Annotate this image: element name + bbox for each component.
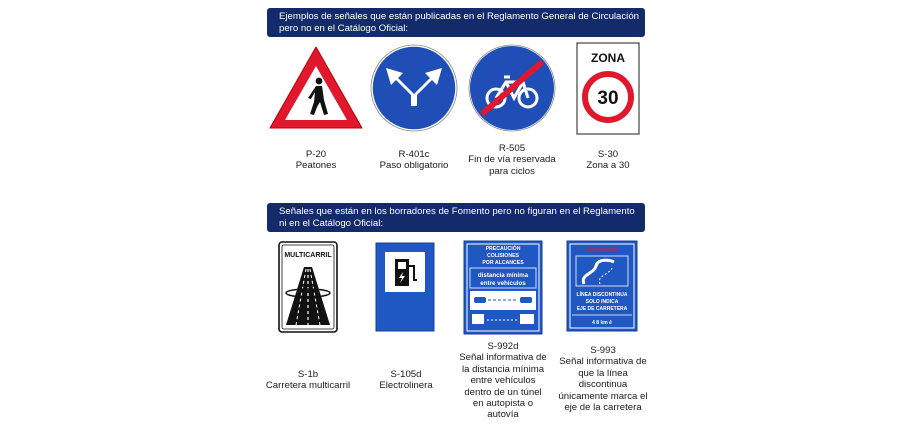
caption-s993 <box>553 345 653 413</box>
caption-s30 <box>562 149 654 172</box>
sign-desc: discontinua <box>578 379 628 391</box>
section-1-banner <box>267 8 645 37</box>
sign-line: distancia mínima <box>477 272 529 279</box>
sign-desc: Carretera multicarril <box>265 380 351 392</box>
sign-header: ATENCIÓN <box>586 248 618 254</box>
caption-r505 <box>460 143 564 177</box>
end-cycle-lane-icon <box>468 44 556 132</box>
sign-line: POR ALCANCES <box>482 260 524 266</box>
sign-desc: para ciclos <box>489 165 535 177</box>
sign-desc: únicamente marca el <box>558 390 648 402</box>
sign-desc: Peatones <box>295 160 337 172</box>
tunnel-distance-icon <box>463 240 543 335</box>
mandatory-direction-icon <box>370 44 458 132</box>
sign-desc: en autopista o <box>472 398 534 410</box>
sign-desc: Paso obligatorio <box>379 160 449 172</box>
sign-code: R-401c <box>398 149 430 160</box>
sign-dist: 4 8 km ê <box>592 320 612 326</box>
speed-label: 30 <box>597 88 619 109</box>
sign-code: S-30 <box>597 149 619 160</box>
sign-line: LÍNEA DISCONTINUA <box>576 292 628 298</box>
section-2-banner <box>267 203 645 232</box>
sign-desc: eje de la carretera <box>564 402 642 414</box>
sign-desc: dentro de un túnel <box>464 386 542 398</box>
sign-desc: Señal informativa de <box>459 352 547 364</box>
sign-desc: Zona a 30 <box>586 160 630 172</box>
sign-desc: autovía <box>487 409 519 421</box>
banner-line: pero no en el Catálogo Oficial: <box>279 23 409 34</box>
sign-line: PRECAUCIÓN <box>485 246 521 252</box>
sign-desc: entre vehículos <box>470 375 536 387</box>
pedestrian-warning-triangle-icon <box>267 44 365 132</box>
caption-s992d <box>453 341 553 421</box>
sign-line: EJE DE CARRETERA <box>576 306 628 312</box>
sign-code: S-993 <box>590 345 616 356</box>
caption-s1b <box>262 369 354 392</box>
ev-charging-icon <box>375 242 435 332</box>
sign-code: S-992d <box>487 341 519 352</box>
sign-code: P-20 <box>305 149 327 160</box>
sign-desc: que la línea <box>578 367 628 379</box>
sign-desc: Electrolinera <box>379 380 433 392</box>
caption-s105d <box>360 369 452 392</box>
zone-30-icon <box>576 42 640 135</box>
sign-line: entre vehículos <box>480 280 526 287</box>
sign-desc: Señal informativa de <box>559 356 647 368</box>
sign-code: R-505 <box>498 143 526 154</box>
sign-code: S-105d <box>390 369 422 380</box>
sign-line: SOLO INDICA <box>585 299 619 305</box>
sign-desc: Fin de vía reservada <box>468 154 556 166</box>
banner-line: Ejemplos de señales que están publicadas en el Reglamento General de Circulación <box>279 11 639 22</box>
dashed-line-info-icon <box>566 240 638 332</box>
multicarril-label: MULTICARRIL <box>284 252 332 259</box>
banner-line: Señales que están en los borradores de Fomento pero no figuran en el Reglamento <box>279 206 635 217</box>
zone-label: ZONA <box>591 51 625 65</box>
multilane-road-icon <box>278 241 338 333</box>
sign-line: COLISIONES <box>487 253 519 259</box>
sign-code: S-1b <box>297 369 319 380</box>
sign-desc: la distancia mínima <box>461 363 545 375</box>
caption-p20 <box>270 149 362 172</box>
banner-line: ni en el Catálogo Oficial: <box>279 218 383 229</box>
caption-r401c <box>368 149 460 172</box>
